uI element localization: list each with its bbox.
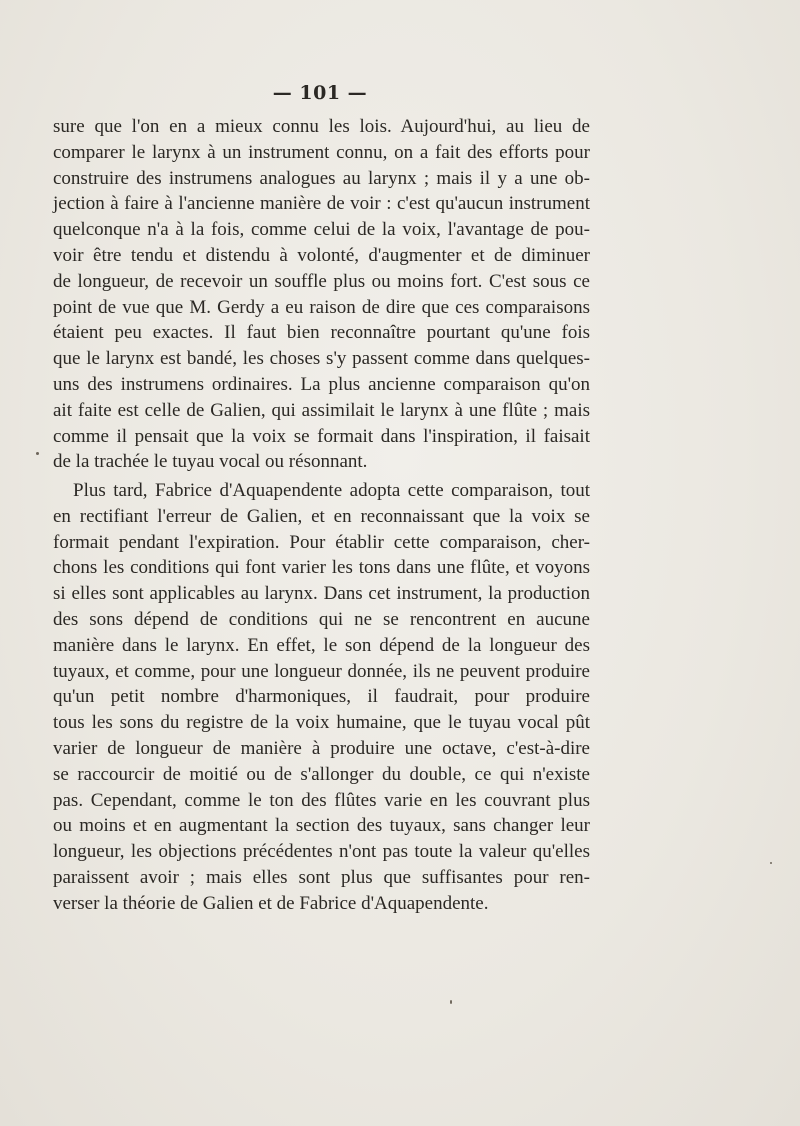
paragraph-1 xyxy=(53,114,590,475)
text-line: ait faite est celle de Galien, qui assimilait le larynx à une flûte ; mais xyxy=(53,399,590,421)
text-line: jection à faire à l'ancienne manière de voir : c'est qu'aucun instrument xyxy=(53,193,590,215)
text-line: des sons dépend de conditions qui ne se rencontrent en aucune xyxy=(53,608,590,630)
text-line: point de vue que M. Gerdy a eu raison de dire que ces comparaisons xyxy=(53,296,590,318)
text-line: tous les sons du registre de la voix humaine, que le tuyau vocal pût xyxy=(53,712,590,734)
text-line: que le larynx est bandé, les choses s'y passent comme dans quelques- xyxy=(53,348,590,370)
text-line: tuyaux, et comme, pour une longueur donnée, ils ne peuvent produire xyxy=(53,660,590,682)
text-line: Plus tard, Fabrice d'Aquapendente adopta cette comparaison, tout xyxy=(73,480,590,501)
text-line: ou moins et en augmentant la section des tuyaux, sans changer leur xyxy=(53,815,590,837)
text-line: comparer le larynx à un instrument connu, on a fait des efforts pour xyxy=(53,141,590,163)
text-line: chons les conditions qui font varier les tons dans une flûte, et voyons xyxy=(53,557,590,579)
text-line: voir être tendu et distendu à volonté, d'augmenter et de diminuer xyxy=(53,244,590,266)
text-line: uns des instrumens ordinaires. La plus ancienne comparaison qu'on xyxy=(53,373,590,395)
paragraph-2 xyxy=(53,478,590,917)
text-line: qu'un petit nombre d'harmoniques, il faudrait, pour produire xyxy=(53,686,590,708)
text-line: formait pendant l'expiration. Pour établir cette comparaison, cher- xyxy=(53,531,590,553)
text-line: verser la théorie de Galien et de Fabrice d'Aquapendente. xyxy=(53,892,489,914)
text-line: manière dans le larynx. En effet, le son dépend de la longueur des xyxy=(53,634,590,656)
page-number: — 101 — xyxy=(272,82,368,104)
paper-speck xyxy=(450,1000,452,1004)
text-line: comme il pensait que la voix se formait dans l'inspiration, il faisait xyxy=(53,425,590,447)
text-line: de la trachée le tuyau vocal ou résonnant. xyxy=(53,451,368,473)
text-line: quelconque n'a à la fois, comme celui de la voix, l'avantage de pou- xyxy=(53,219,590,241)
text-line: étaient peu exactes. Il faut bien reconnaître pourtant qu'une fois xyxy=(53,322,590,344)
text-line: paraissent avoir ; mais elles sont plus que suffisantes pour ren- xyxy=(53,866,590,888)
text-line: pas. Cependant, comme le ton des flûtes varie en les couvrant plus xyxy=(53,789,590,811)
text-line: sure que l'on en a mieux connu les lois. Aujourd'hui, au lieu de xyxy=(53,116,590,137)
text-line: se raccourcir de moitié ou de s'allonger du double, ce qui n'existe xyxy=(53,763,590,785)
paper-speck xyxy=(770,862,772,864)
text-line: en rectifiant l'erreur de Galien, et en reconnaissant que la voix se xyxy=(53,505,590,527)
text-line: varier de longueur de manière à produire une octave, c'est-à-dire xyxy=(53,737,590,759)
text-line: de longueur, de recevoir un souffle plus ou moins fort. C'est sous ce xyxy=(53,270,590,292)
paper-speck xyxy=(36,452,39,455)
text-line: longueur, les objections précédentes n'ont pas toute la valeur qu'elles xyxy=(53,841,590,863)
text-line: si elles sont applicables au larynx. Dans cet instrument, la production xyxy=(53,583,590,605)
text-line: construire des instrumens analogues au larynx ; mais il y a une ob- xyxy=(53,167,590,189)
